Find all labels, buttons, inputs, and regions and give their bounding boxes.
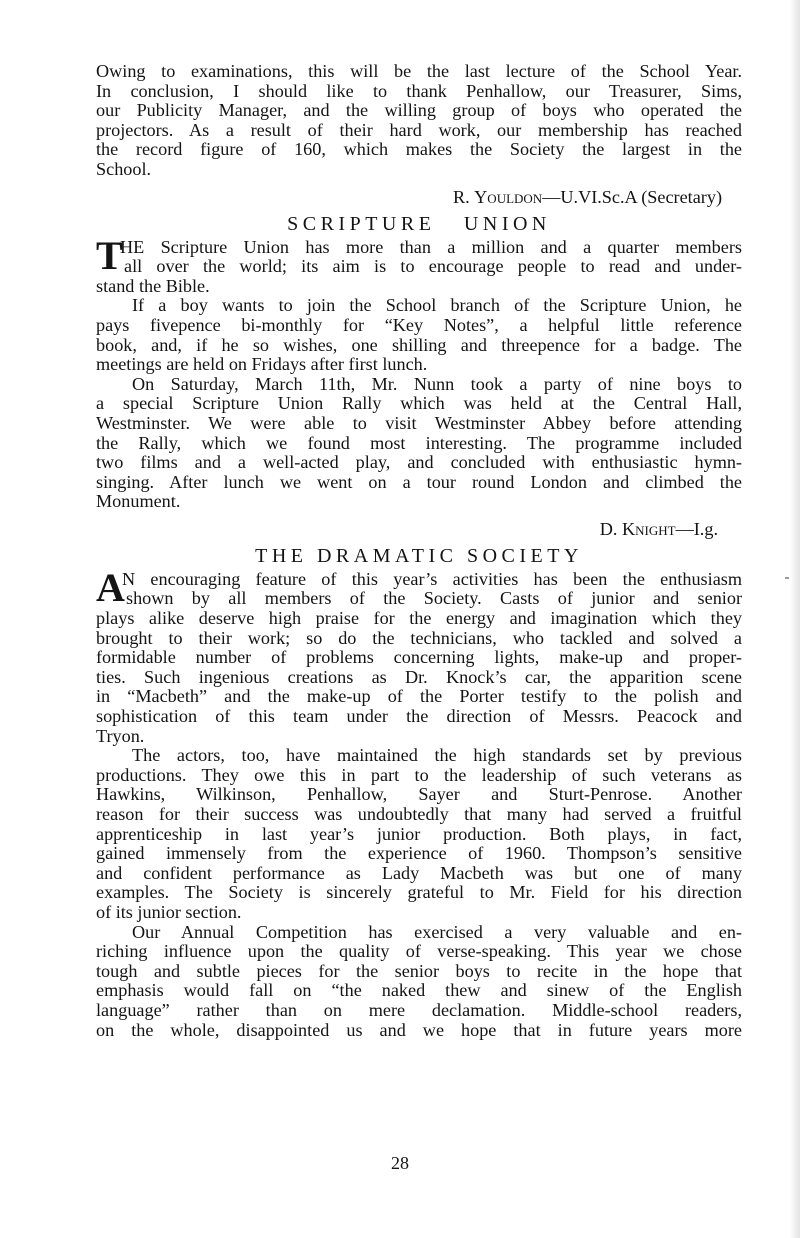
signature [96, 186, 742, 208]
paragraph-line: School. [96, 158, 152, 179]
paragraph-line: Owing to examinations, this will be the last lecture of the School Year. [96, 61, 742, 81]
paragraph-line: emphasis would fall on “the naked thew and sinew of the English [96, 980, 742, 1001]
paragraph-line: productions. They owe this in part to the leadership of such veterans as [96, 764, 742, 785]
paragraph-line: in “Macbeth” and the make-up of the Porter testify to the polish and [96, 686, 742, 707]
scripture-union-section [96, 210, 742, 540]
paragraph-line: book, and, if he so wishes, one shilling and threepence for a badge. The [96, 334, 742, 355]
paragraph-line: reason for their success was undoubtedly that many had served a fruitful [96, 804, 742, 824]
paragraph-line: Monument. [96, 491, 181, 512]
paragraph-line: a special Scripture Union Rally which was held at the Central Hall, [96, 393, 742, 414]
section-heading: THE DRAMATIC SOCIETY [255, 544, 583, 567]
paragraph-line: In conclusion, I should like to thank Penhallow, our Treasurer, Sims, [96, 80, 742, 101]
paragraph-line: meetings are held on Fridays after first lunch. [96, 354, 428, 375]
paragraph-line: the record figure of 160, which makes the Society the largest in the [96, 139, 742, 160]
paragraph-line: pays fivepence bi-monthly for “Key Notes”, a helpful little reference [96, 314, 742, 335]
signature [96, 518, 742, 540]
paragraph-line: gained immensely from the experience of 1960. Thompson’s sensitive [96, 843, 742, 864]
paragraph-line: Hawkins, Wilkinson, Penhallow, Sayer and Sturt-Penrose. Another [96, 784, 742, 805]
paragraph-line: HE Scripture Union has more than a million and a quarter members [120, 236, 742, 257]
paragraph-line: examples. The Society is sincerely grateful to Mr. Field for his direction [96, 882, 742, 903]
lecture-section [96, 62, 742, 208]
print-speck [785, 577, 789, 579]
paragraph-line: stand the Bible. [96, 275, 210, 296]
paragraph-line: all over the world; its aim is to encourage people to read and under- [124, 256, 742, 277]
paragraph-line: Westminster. We were able to visit Westminster Abbey before attending [96, 412, 742, 433]
paragraph-line: singing. After lunch we went on a tour round London and climbed the [96, 471, 742, 492]
paragraph-line: language” rather than on mere declamation. Middle-school readers, [96, 999, 742, 1020]
paragraph-line: N encouraging feature of this year’s activities has been the enthusiasm [122, 568, 742, 589]
paragraph-line: formidable number of problems concerning lights, make-up and proper- [96, 647, 742, 668]
paragraph-line: ties. Such ingenious creations as Dr. Knock’s car, the apparition scene [96, 666, 742, 687]
paragraph-line: Our Annual Competition has exercised a very valuable and en- [132, 921, 742, 942]
page-content [96, 62, 742, 1040]
paragraph-line: shown by all members of the Society. Casts of junior and senior [126, 588, 742, 609]
dramatic-society-section [96, 542, 742, 1040]
paragraph-line: riching influence upon the quality of verse-speaking. This year we chose [96, 941, 742, 962]
paragraph-line: of its junior section. [96, 901, 242, 922]
paragraph-line: brought to their work; so do the technicians, who tackled and solved a [96, 627, 742, 648]
paragraph-line: Tryon. [96, 725, 145, 746]
signature-initial: R. [452, 186, 475, 207]
paragraph-line: If a boy wants to join the School branch of the Scripture Union, he [132, 295, 742, 316]
drop-cap: T [96, 232, 123, 278]
signature-suffix: —U.VI.Sc.A (Secretary) [542, 186, 722, 207]
paragraph-line: our Publicity Manager, and the willing group of boys who operated the [96, 100, 742, 121]
paragraph-line: and confident performance as Lady Macbeth was but one of many [96, 862, 742, 883]
paragraph-line: sophistication of this team under the direction of Messrs. Peacock and [96, 706, 742, 727]
signature-name: Youldon [474, 186, 543, 207]
page-edge-shadow [790, 0, 800, 1238]
section-heading: SCRIPTURE UNION [287, 212, 551, 235]
paragraph-line: on the whole, disappointed us and we hope that in future years more [96, 1019, 742, 1040]
paragraph-line: projectors. As a result of their hard work, our membership has reached [96, 119, 742, 140]
paragraph-line: On Saturday, March 11th, Mr. Nunn took a party of nine boys to [132, 373, 742, 394]
drop-cap: A [96, 564, 125, 610]
paragraph-line: two films and a well-acted play, and concluded with enthusiastic hymn- [96, 452, 742, 473]
signature-suffix: —I.g. [675, 518, 718, 539]
paragraph-line: plays alike deserve high praise for the energy and imagination which they [96, 608, 742, 629]
paragraph-line: apprenticeship in last year’s junior production. Both plays, in fact, [96, 823, 742, 844]
paragraph-line: The actors, too, have maintained the high standards set by previous [132, 745, 742, 766]
signature-initial: D. [599, 518, 622, 539]
paragraph-line: the Rally, which we found most interesting. The programme included [96, 432, 742, 453]
paragraph-line: tough and subtle pieces for the senior boys to recite in the hope that [96, 960, 742, 981]
signature-name: Knight [621, 518, 676, 539]
page-number: 28 [391, 1153, 409, 1173]
